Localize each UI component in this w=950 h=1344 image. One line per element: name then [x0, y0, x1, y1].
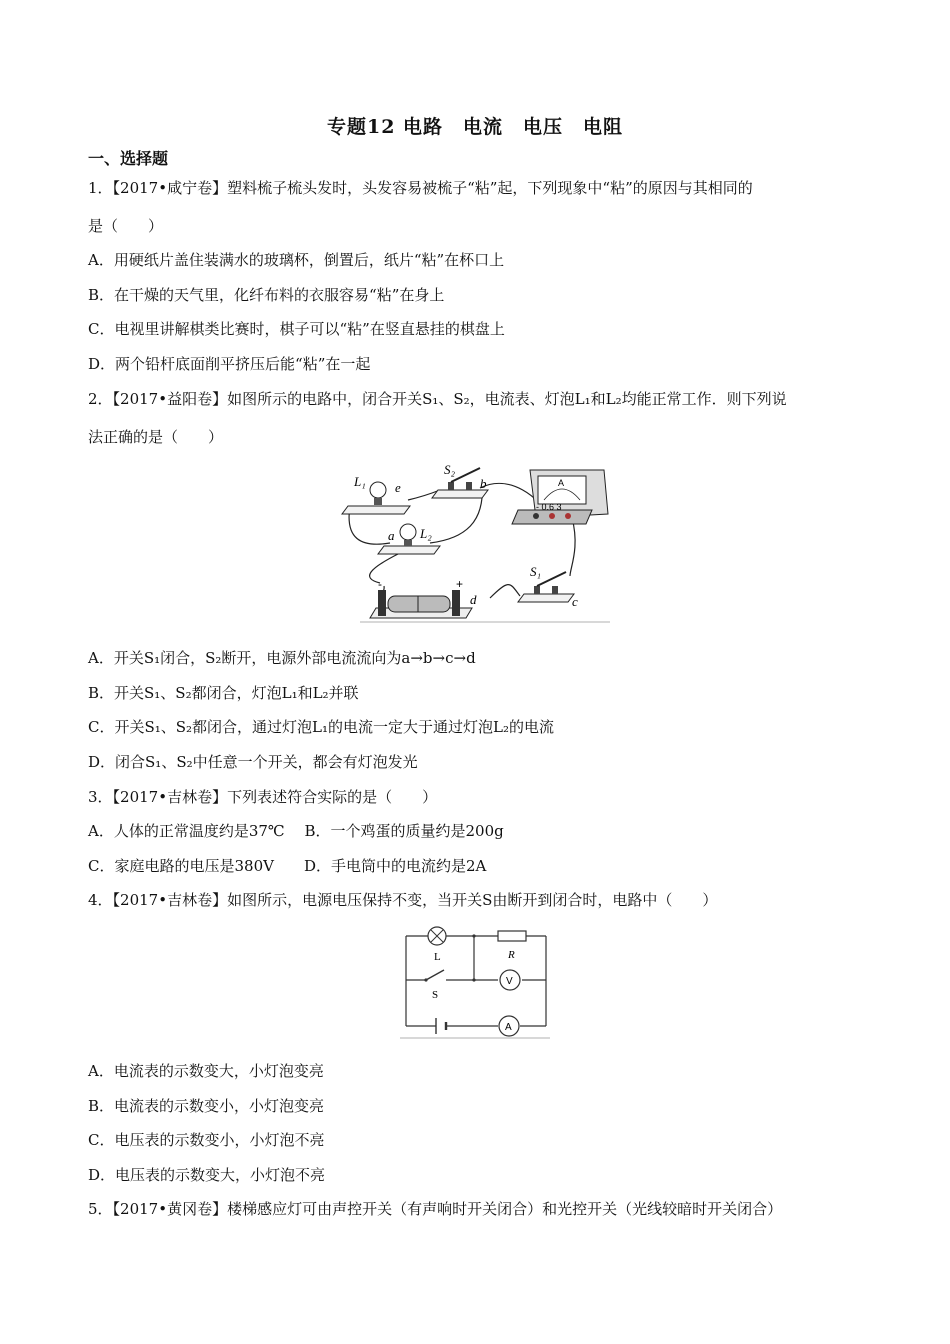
ammeter-scale: - 0.6 3	[536, 502, 562, 512]
q4-option-b: B．电流表的示数变小，小灯泡变亮	[88, 1097, 325, 1115]
label-c: c	[572, 594, 578, 609]
ammeter-symbol: A	[505, 1022, 512, 1033]
q3-options-cd: C．家庭电路的电压是380V D．手电筒中的电流约是2A	[88, 857, 487, 875]
ammeter-symbol: A	[558, 478, 565, 488]
label-s2: S₂	[444, 462, 456, 477]
q2-circuit-figure	[340, 458, 612, 624]
plus-terminal-label: +	[456, 577, 464, 591]
resistor-icon	[498, 931, 526, 941]
label-resistor: R	[508, 949, 515, 961]
label-l2: L₂	[420, 526, 432, 541]
label-lamp: L	[434, 951, 441, 963]
section-heading: 一、选择题	[88, 149, 169, 168]
switch-blade-icon	[451, 468, 480, 482]
q4-option-d: D．电压表的示数变大，小灯泡不亮	[88, 1166, 326, 1184]
label-e: e	[395, 480, 401, 495]
bulb-icon	[400, 524, 416, 540]
q2-stem-line2: 法正确的是（ ）	[88, 428, 224, 446]
q1-option-a: A．用硬纸片盖住装满水的玻璃杯，倒置后，纸片“粘”在杯口上	[88, 251, 505, 269]
page-title: 专题12 电路 电流 电压 电阻	[326, 116, 624, 138]
q4-option-a: A．电流表的示数变大，小灯泡变亮	[88, 1062, 324, 1080]
q2-stem-line1: 2．【2017•益阳卷】如图所示的电路中，闭合开关S₁、S₂，电流表、灯泡L₁和L₂均能正常工作．则下列说	[88, 390, 787, 408]
q2-option-d: D．闭合S₁、S₂中任意一个开关，都会有灯泡发光	[88, 753, 418, 771]
q4-option-c: C．电压表的示数变小，小灯泡不亮	[88, 1131, 325, 1149]
q3-stem: 3．【2017•吉林卷】下列表述符合实际的是（ ）	[88, 788, 438, 806]
q4-stem: 4．【2017•吉林卷】如图所示，电源电压保持不变，当开关S由断开到闭合时，电路中（ ）	[88, 891, 718, 909]
q2-option-c: C．开关S₁、S₂都闭合，通过灯泡L₁的电流一定大于通过灯泡L₂的电流	[88, 718, 555, 736]
label-b: b	[480, 476, 487, 491]
q3-options-ab: A．人体的正常温度约是37℃ B．一个鸡蛋的质量约是200g	[88, 822, 504, 840]
battery-holder	[370, 590, 472, 618]
label-a: a	[388, 528, 395, 543]
label-switch: S	[432, 989, 439, 1001]
label-s1: S₁	[530, 564, 542, 579]
label-l1: L₁	[354, 474, 366, 489]
q1-option-d: D．两个铅杆底面削平挤压后能“粘”在一起	[88, 355, 371, 373]
bulb-icon	[370, 482, 386, 498]
q2-option-a: A．开关S₁闭合，S₂断开，电源外部电流流向为a→b→c→d	[88, 649, 476, 667]
q1-stem-line2: 是（ ）	[88, 217, 164, 235]
label-d: d	[470, 592, 477, 607]
q1-option-b: B．在干燥的天气里，化纤布料的衣服容易“粘”在身上	[88, 286, 445, 304]
q1-stem-line1: 1．【2017•咸宁卷】塑料梳子梳头发时，头发容易被梳子“粘”起，下列现象中“粘”的原因与其相同的	[88, 179, 753, 197]
switch-s1-board	[518, 572, 574, 602]
switch-blade-icon	[537, 572, 566, 586]
q1-option-c: C．电视里讲解棋类比赛时，棋子可以“粘”在竖直悬挂的棋盘上	[88, 320, 505, 338]
q5-stem: 5．【2017•黄冈卷】楼梯感应灯可由声控开关（有声响时开关闭合）和光控开关（光线较暗时开关闭合）	[88, 1200, 783, 1218]
minus-terminal-label: -	[378, 577, 382, 591]
voltmeter-symbol: V	[506, 976, 513, 987]
q2-option-b: B．开关S₁、S₂都闭合，灯泡L₁和L₂并联	[88, 684, 359, 702]
q4-circuit-figure	[398, 924, 552, 1040]
